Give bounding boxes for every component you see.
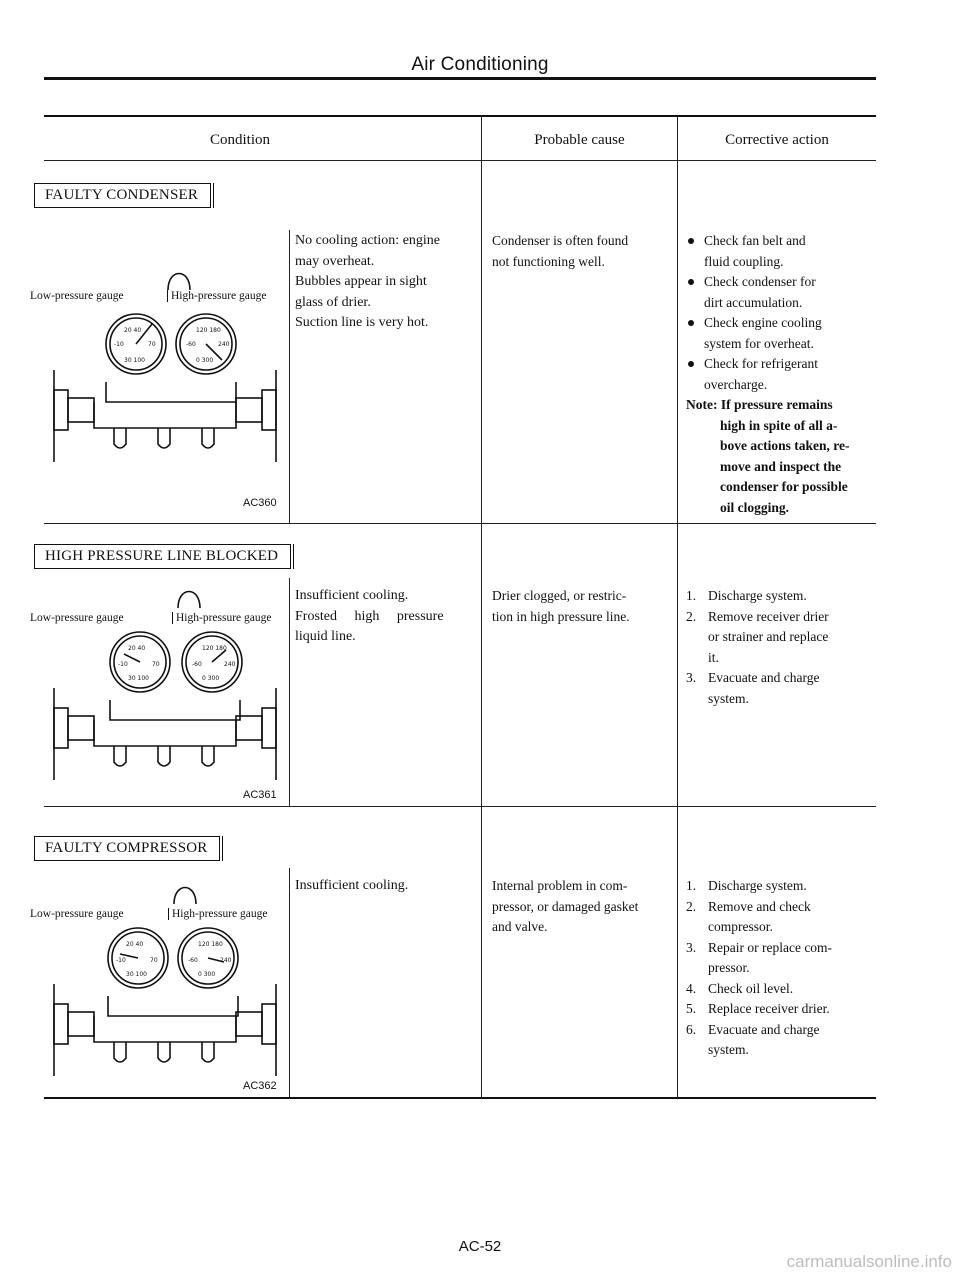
action-step: system. [708, 1042, 749, 1057]
svg-text:20 40: 20 40 [128, 645, 146, 652]
action-item: Check engine cooling system for overheat. [686, 313, 872, 354]
svg-text:30 100: 30 100 [126, 971, 147, 978]
action-step: 4. Check oil level. [686, 980, 794, 996]
section-label-faulty-condenser: FAULTY CONDENSER [34, 183, 211, 208]
symptom-line: Bubbles appear in sight [295, 274, 427, 289]
svg-text:120 180: 120 180 [198, 941, 223, 948]
high-pressure-gauge-label: High-pressure gauge [168, 908, 267, 920]
probable-cause [492, 876, 638, 938]
figure-code: AC360 [243, 497, 277, 509]
action-step: it. [708, 649, 719, 665]
section-label-high-pressure-line-blocked: HIGH PRESSURE LINE BLOCKED [34, 544, 291, 569]
action-item: Check for refrigerant overcharge. [686, 354, 872, 395]
action-step: or strainer and replace [708, 629, 829, 644]
svg-text:-10: -10 [118, 661, 128, 668]
table-bottom-rule [44, 1097, 876, 1099]
column-divider [677, 116, 678, 1098]
probable-cause [492, 586, 630, 627]
cause-line: Internal problem in com- [492, 878, 628, 893]
action-step: 5. Replace receiver drier. [686, 1001, 830, 1016]
svg-text:30 100: 30 100 [124, 357, 145, 364]
cause-line: pressor, or damaged gasket [492, 898, 639, 914]
corrective-actions [686, 231, 872, 518]
cause-line: and valve. [492, 919, 548, 934]
symptom-line: Frosted high pressure [295, 608, 444, 624]
svg-text:-60: -60 [186, 341, 196, 348]
svg-text:70: 70 [150, 957, 158, 964]
svg-text:240: 240 [218, 341, 230, 348]
action-step: system. [708, 690, 749, 706]
svg-text:-10: -10 [114, 341, 124, 348]
symptom-line: may overheat. [295, 253, 375, 269]
action-step: 2. Remove and check [686, 898, 811, 914]
column-header-cause: Probable cause [534, 132, 625, 148]
svg-text:70: 70 [152, 661, 160, 668]
page-title: Air Conditioning [411, 54, 549, 75]
svg-text:-60: -60 [192, 661, 202, 668]
low-pressure-gauge-label: Low-pressure gauge [30, 908, 124, 920]
condition-symptoms [295, 876, 473, 897]
cause-line: tion in high pressure line. [492, 608, 630, 624]
column-header-condition: Condition [209, 132, 270, 148]
symptom-line: No cooling action: engine [295, 233, 441, 248]
figure-code: AC362 [243, 1080, 277, 1092]
figure-code: AC361 [243, 789, 277, 801]
low-pressure-gauge-label: Low-pressure gauge [30, 290, 124, 302]
manifold-gauge-diagram [40, 866, 290, 1078]
table-top-rule [44, 115, 876, 117]
symptom-line: Suction line is very hot. [295, 315, 429, 330]
action-item: Check condenser for dirt accumulation. [686, 272, 872, 313]
symptom-line: glass of drier. [295, 294, 371, 310]
svg-text:20 40: 20 40 [126, 941, 144, 948]
action-step: 6. Evacuate and charge [686, 1021, 820, 1037]
svg-text:240: 240 [224, 661, 236, 668]
probable-cause [492, 231, 628, 272]
high-pressure-gauge-label: High-pressure gauge [172, 612, 271, 624]
header-divider [44, 160, 876, 161]
header-rule [44, 77, 876, 80]
hose-hook [168, 274, 190, 291]
cause-line: Condenser is often found [492, 233, 629, 248]
note: Note: If pressure remains high in spite of all a- bove actions taken, re- move and inspect the condenser for possible oil clogging. [686, 397, 850, 515]
svg-text:-60: -60 [188, 957, 198, 964]
cause-line: Drier clogged, or restric- [492, 588, 627, 603]
svg-text:0 300: 0 300 [202, 675, 220, 682]
column-header-action: Corrective action [725, 132, 829, 148]
high-pressure-gauge-label: High-pressure gauge [167, 290, 266, 302]
svg-text:0 300: 0 300 [196, 357, 214, 364]
svg-text:70: 70 [148, 341, 156, 348]
svg-text:0 300: 0 300 [198, 971, 216, 978]
svg-text:20 40: 20 40 [124, 327, 142, 334]
hose-hook [178, 592, 200, 609]
page-number: AC-52 [458, 1238, 502, 1255]
svg-text:30 100: 30 100 [128, 675, 149, 682]
hose-hook [174, 888, 196, 905]
symptom-line: liquid line. [295, 629, 356, 644]
column-divider [481, 116, 482, 1098]
action-step: 3. Evacuate and charge [686, 670, 820, 685]
section-label-faulty-compressor: FAULTY COMPRESSOR [34, 836, 220, 861]
row-divider [44, 523, 876, 524]
action-step: 2. Remove receiver drier [686, 608, 829, 624]
cause-line: not functioning well. [492, 253, 605, 269]
action-step: pressor. [708, 960, 750, 975]
action-step: 1. Discharge system. [686, 588, 807, 603]
low-pressure-gauge-label: Low-pressure gauge [30, 612, 124, 624]
svg-text:-10: -10 [116, 957, 126, 964]
watermark: carmanualsonline.info [786, 1252, 952, 1271]
condition-symptoms [295, 231, 473, 334]
row-divider [44, 806, 876, 807]
symptom-line: Insufficient cooling. [295, 588, 409, 603]
corrective-actions [686, 876, 872, 1061]
action-step: 3. Repair or replace com- [686, 939, 833, 955]
condition-symptoms [295, 586, 473, 648]
action-step: 1. Discharge system. [686, 878, 807, 893]
action-item: Check fan belt and fluid coupling. [686, 231, 872, 272]
symptom-line: Insufficient cooling. [295, 878, 409, 893]
corrective-actions [686, 586, 872, 709]
manifold-gauge-diagram [40, 252, 290, 464]
action-step: compressor. [708, 919, 773, 934]
manifold-gauge-diagram [40, 570, 290, 782]
svg-text:240: 240 [220, 957, 232, 964]
svg-text:120 180: 120 180 [196, 327, 221, 334]
svg-text:120 180: 120 180 [202, 645, 227, 652]
